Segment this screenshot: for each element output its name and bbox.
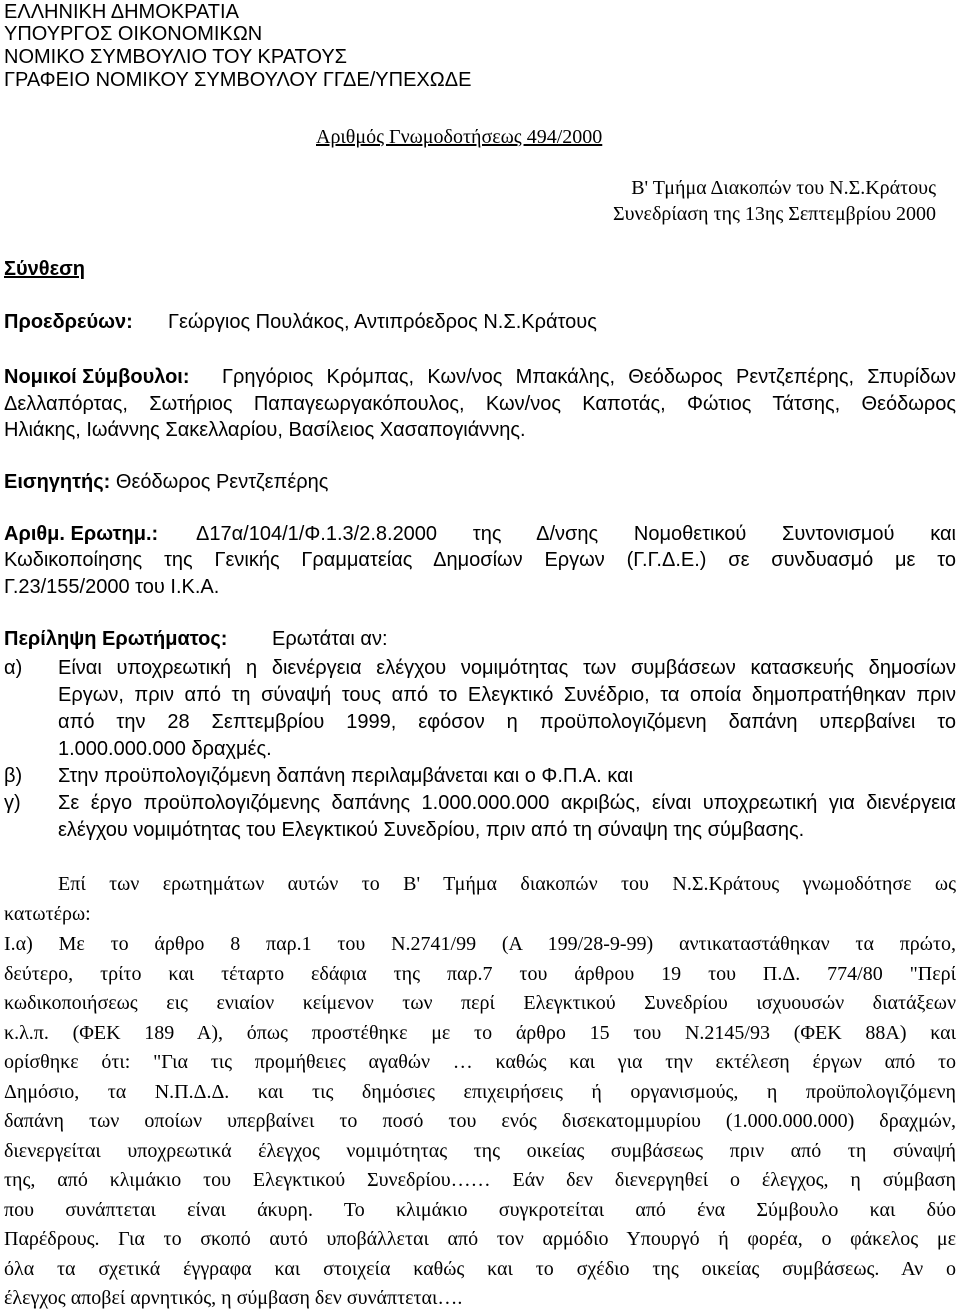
counsels-line-2: Δελλαπόρτας, Σωτήριος Παπαγεωργακόπουλος, Κων/νος Καποτάς, Φώτιος Τάτσης, Θεόδωρος <box>4 393 956 415</box>
body-line: Ι.α) Με το άρθρο 8 παρ.1 του Ν.2741/99 (Α 199/28-9-99) αντικαταστάθηκαν τα πρώτο, <box>4 933 956 955</box>
body-line: διενεργείται υποχρεωτικά έλεγχος νομιμότητας της οικείας συμβάσεως πριν από τη σύναψή <box>4 1140 956 1162</box>
body-line: που συνάπτεται είναι άκυρη. Το κλιμάκιο συγκροτείται από ένα Σύμβουλο και δύο <box>4 1199 956 1221</box>
body-line: κωδικοποιήσεως εις ενιαίον κείμενον των περί Ελεγκτικού Συνεδρίου ισχυουσών διατάξεων <box>4 992 956 1014</box>
opinion-intro-line-1: Επί των ερωτημάτων αυτών το Β' Τμήμα διακοπών του Ν.Σ.Κράτους γνωμοδότησε ως <box>58 873 956 895</box>
body-line: Παρέδρους. Για το σκοπό αυτό υποβάλλεται από τον αρμόδιο Υπουργό ή φορέα, ο φάκελος με <box>4 1228 956 1250</box>
counsels-label: Νομικοί Σύμβουλοι: <box>4 366 190 388</box>
body-line: Δημόσιο, τα Ν.Π.Δ.Δ. και τις δημόσιες επιχειρήσεις ή οργανισμούς, η προϋπολογιζόμενη <box>4 1081 956 1103</box>
question-number-line-3: Γ.23/155/2000 του Ι.Κ.Α. <box>4 576 220 598</box>
section-name: Β' Τμήμα Διακοπών του Ν.Σ.Κράτους <box>631 177 936 199</box>
opinion-intro-line-2: κατωτέρω: <box>4 903 91 925</box>
summary-intro: Ερωτάται αν: <box>272 628 388 650</box>
session-date: Συνεδρίαση της 13ης Σεπτεμβρίου 2000 <box>612 203 936 225</box>
counsels-line-3: Ηλιάκης, Ιωάννης Σακελλαρίου, Βασίλειος Χασαπογιάννης. <box>4 419 526 441</box>
summary-item-b-line-1: Στην προϋπολογιζόμενη δαπάνη περιλαμβάνεται και ο Φ.Π.Α. και <box>58 765 634 787</box>
summary-label: Περίληψη Ερωτήματος: <box>4 628 228 650</box>
question-number-line-2: Κωδικοποίησης της Γενικής Γραμματείας Δημοσίων Εργων (Γ.Γ.Δ.Ε.) σε συνδυασμό με το <box>4 549 956 571</box>
body-line: ορίσθηκε ότι: "Για τις προμήθειες αγαθών … καθώς και για την εκτέλεση έργων από το <box>4 1051 956 1073</box>
header-council: ΝΟΜΙΚΟ ΣΥΜΒΟΥΛΙΟ ΤΟΥ ΚΡΑΤΟΥΣ <box>4 46 348 68</box>
opinion-number: Αριθμός Γνωμοδοτήσεως 494/2000 <box>316 126 603 148</box>
summary-item-c-line-1: Σε έργο προϋπολογιζόμενης δαπάνης 1.000.000.000 ακριβώς, είναι υποχρεωτική για διενέργεια <box>58 792 956 814</box>
header-office: ΓΡΑΦΕΙΟ ΝΟΜΙΚΟΥ ΣΥΜΒΟΥΛΟΥ ΓΓΔΕ/ΥΠΕΧΩΔΕ <box>4 69 472 91</box>
question-number-line-1: Δ17α/104/1/Φ.1.3/2.8.2000 της Δ/νσης Νομοθετικού Συντονισμού και <box>196 523 956 545</box>
header-country: ΕΛΛΗΝΙΚΗ ΔΗΜΟΚΡΑΤΙΑ <box>4 1 239 23</box>
counsels-line-1: Γρηγόριος Κρόμπας, Κων/νος Μπακάλης, Θεόδωρος Ρεντζεπέρης, Σπυρίδων <box>222 366 956 388</box>
summary-item-a-letter: α) <box>4 657 23 679</box>
summary-item-a-line-1: Είναι υποχρεωτική η διενέργεια ελέγχου νομιμότητας των συμβάσεων κατασκευής δημοσίων <box>58 657 956 679</box>
body-line: της, από κλιμάκιο του Ελεγκτικού Συνεδρίου…… Εάν δεν διενεργηθεί ο έλεγχος, η σύμβαση <box>4 1169 956 1191</box>
summary-item-a-line-2: Εργων, πριν από τη σύναψή τους από το Ελεγκτικό Συνέδριο, τα οποία δημοπρατήθηκαν πριν <box>58 684 956 706</box>
body-line: έλεγχος αποβεί αρνητικός, η σύμβαση δεν συνάπτεται…. <box>4 1287 463 1309</box>
body-line: δεύτερο, τρίτο και τέταρτο εδάφια της παρ.7 του άρθρου 19 του Π.Δ. 774/80 "Περί <box>4 963 956 985</box>
summary-item-a-line-3: από την 28 Σεπτεμβρίου 1999, εφόσον η προϋπολογιζόμενη δαπάνη υπερβαίνει το <box>58 711 956 733</box>
summary-item-b-letter: β) <box>4 765 23 787</box>
question-number-label: Αριθμ. Ερωτημ.: <box>4 523 159 545</box>
header-ministry: ΥΠΟΥΡΓΟΣ ΟΙΚΟΝΟΜΙΚΩΝ <box>4 23 263 45</box>
body-line: όλα τα σχετικά έγγραφα και στοιχεία καθώς και το σχέδιο της οικείας συμβάσεως. Αν ο <box>4 1258 956 1280</box>
rapporteur-value: Θεόδωρος Ρεντζεπέρης <box>115 471 329 493</box>
summary-item-c-line-2: ελέγχου νομιμότητας του Ελεγκτικού Συνεδρίου, πριν από τη σύναψη της σύμβασης. <box>58 819 805 841</box>
chair-value: Γεώργιος Πουλάκος, Αντιπρόεδρος Ν.Σ.Κράτους <box>168 311 597 333</box>
body-line: κ.λ.π. (ΦΕΚ 189 Α), όπως προστέθηκε με το άρθρο 15 του Ν.2145/93 (ΦΕΚ 88Α) και <box>4 1022 956 1044</box>
composition-heading: Σύνθεση <box>4 258 85 280</box>
body-line: δαπάνη των οποίων υπερβαίνει το ποσό του ενός δισεκατομμυρίου (1.000.000.000) δραχμών, <box>4 1110 956 1132</box>
rapporteur-label: Εισηγητής: <box>4 471 111 493</box>
summary-item-a-line-4: 1.000.000.000 δραχμές. <box>58 738 272 760</box>
rapporteur <box>4 470 328 494</box>
summary-item-c-letter: γ) <box>4 792 21 814</box>
chair-label: Προεδρεύων: <box>4 311 133 333</box>
